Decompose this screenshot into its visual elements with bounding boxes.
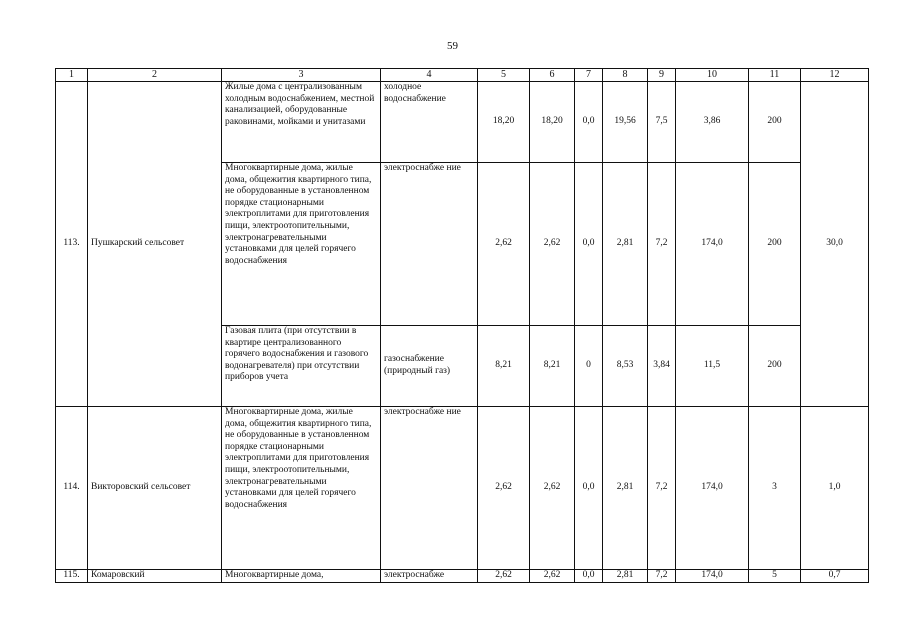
row-number: 115. [56, 570, 88, 583]
value-cell: 7,2 [648, 163, 676, 326]
value-cell: 0 [575, 326, 603, 407]
value-cell: 8,21 [530, 326, 575, 407]
value-cell: 7,5 [648, 82, 676, 163]
value-cell: 18,20 [478, 82, 530, 163]
value-cell: 11,5 [676, 326, 749, 407]
row-number: 113. [56, 82, 88, 407]
settlement-name: Пушкарский сельсовет [88, 82, 222, 407]
value-cell: 0,0 [575, 82, 603, 163]
utility-service: холодное водоснабжение [381, 82, 478, 163]
column-header: 5 [478, 69, 530, 82]
value-cell: 174,0 [676, 407, 749, 570]
value-cell: 3,84 [648, 326, 676, 407]
value-cell: 18,20 [530, 82, 575, 163]
column-header: 11 [749, 69, 801, 82]
value-cell: 2,81 [603, 163, 648, 326]
column-header: 9 [648, 69, 676, 82]
value-cell: 7,2 [648, 570, 676, 583]
utility-service: электроснабже [381, 570, 478, 583]
value-cell: 0,0 [575, 163, 603, 326]
tariff-table [55, 68, 869, 583]
column-header: 4 [381, 69, 478, 82]
value-cell: 2,62 [530, 407, 575, 570]
column-header: 7 [575, 69, 603, 82]
value-cell: 0,0 [575, 570, 603, 583]
value-cell: 2,81 [603, 407, 648, 570]
utility-service: электроснабже ние [381, 163, 478, 326]
value-cell: 5 [749, 570, 801, 583]
value-cell: 200 [749, 326, 801, 407]
column-header: 12 [801, 69, 869, 82]
value-cell: 2,62 [478, 407, 530, 570]
value-cell: 3 [749, 407, 801, 570]
column-header: 8 [603, 69, 648, 82]
settlement-name: Комаровский [88, 570, 222, 583]
col12-value: 0,7 [801, 570, 869, 583]
housing-description: Многоквартирные дома, жилые дома, общежития квартирного типа, не оборудованные в установленном порядке стационарными электроплитами для приготовления пищи, электроотопительными, электронагревательными установками для целей горячего водоснабжения [222, 407, 381, 570]
value-cell: 174,0 [676, 570, 749, 583]
column-header: 1 [56, 69, 88, 82]
value-cell: 8,21 [478, 326, 530, 407]
housing-description: Многоквартирные дома, [222, 570, 381, 583]
value-cell: 3,86 [676, 82, 749, 163]
table-row [56, 82, 869, 163]
value-cell: 7,2 [648, 407, 676, 570]
value-cell: 2,62 [530, 163, 575, 326]
settlement-name: Викторовский сельсовет [88, 407, 222, 570]
value-cell: 2,62 [478, 570, 530, 583]
housing-description: Многоквартирные дома, жилые дома, общежития квартирного типа, не оборудованные в установленном порядке стационарными электроплитами для приготовления пищи, электроотопительными, электронагревательными установками для целей горячего водоснабжения [222, 163, 381, 326]
value-cell: 2,62 [478, 163, 530, 326]
column-header: 6 [530, 69, 575, 82]
header-row [56, 69, 869, 82]
column-header: 3 [222, 69, 381, 82]
table-row [56, 570, 869, 583]
table-row [56, 407, 869, 570]
col12-value: 30,0 [801, 82, 869, 407]
value-cell: 200 [749, 82, 801, 163]
value-cell: 0,0 [575, 407, 603, 570]
page-number: 59 [447, 40, 458, 52]
value-cell: 8,53 [603, 326, 648, 407]
value-cell: 2,81 [603, 570, 648, 583]
value-cell: 2,62 [530, 570, 575, 583]
col12-value: 1,0 [801, 407, 869, 570]
housing-description: Газовая плита (при отсутствии в квартире централизованного горячего водоснабжения и газового водонагревателя) при отсутствии приборов учета [222, 326, 381, 407]
row-number: 114. [56, 407, 88, 570]
column-header: 2 [88, 69, 222, 82]
column-header: 10 [676, 69, 749, 82]
value-cell: 174,0 [676, 163, 749, 326]
utility-service: газоснабжение (природный газ) [381, 326, 478, 407]
utility-service: электроснабже ние [381, 407, 478, 570]
value-cell: 200 [749, 163, 801, 326]
housing-description: Жилые дома с централизованным холодным водоснабжением, местной канализацией, оборудованные раковинами, мойками и унитазами [222, 82, 381, 163]
value-cell: 19,56 [603, 82, 648, 163]
